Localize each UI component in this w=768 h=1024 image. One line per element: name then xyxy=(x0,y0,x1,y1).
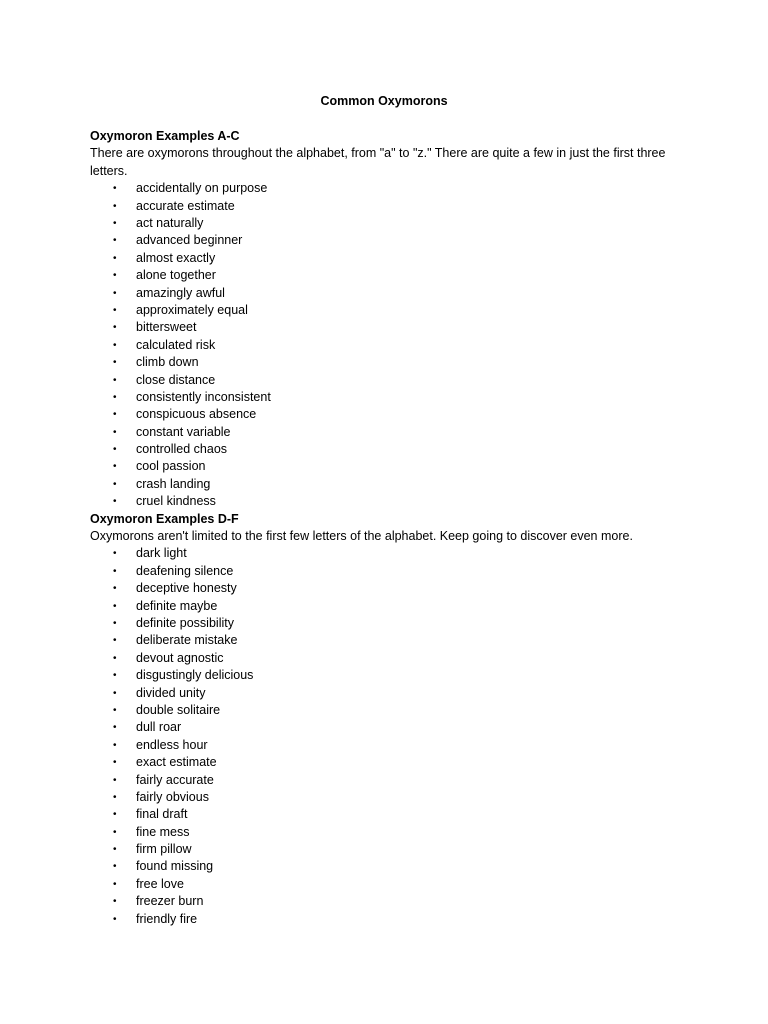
list-item xyxy=(90,824,680,841)
list-item xyxy=(90,841,680,858)
oxymoron-list xyxy=(90,545,680,928)
document-body xyxy=(90,128,680,928)
list-item xyxy=(90,372,680,389)
bullet-icon: • xyxy=(113,600,117,612)
list-item-text: definite possibility xyxy=(136,616,234,631)
list-item xyxy=(90,772,680,789)
list-item-text: fairly obvious xyxy=(136,789,209,804)
bullet-icon: • xyxy=(113,635,117,647)
list-item xyxy=(90,337,680,354)
list-item-text: double solitaire xyxy=(136,702,221,717)
list-item-text: divided unity xyxy=(136,685,206,700)
list-item-text: climb down xyxy=(136,355,199,370)
bullet-icon: • xyxy=(113,339,117,351)
list-item-text: disgustingly delicious xyxy=(136,668,254,683)
list-item-text: close distance xyxy=(136,372,216,387)
list-item-text: accidentally on purpose xyxy=(136,181,268,196)
bullet-icon: • xyxy=(113,774,117,786)
section-a-c xyxy=(90,128,680,511)
list-item-text: deceptive honesty xyxy=(136,581,237,596)
list-item xyxy=(90,789,680,806)
list-item-text: free love xyxy=(136,876,184,891)
list-item xyxy=(90,250,680,267)
list-item-text: crash landing xyxy=(136,476,211,491)
bullet-icon: • xyxy=(113,374,117,386)
list-item xyxy=(90,458,680,475)
list-item-text: deafening silence xyxy=(136,563,234,578)
list-item-text: definite maybe xyxy=(136,598,218,613)
list-item-text: controlled chaos xyxy=(136,442,228,457)
list-item xyxy=(90,702,680,719)
bullet-icon: • xyxy=(113,235,117,247)
list-item xyxy=(90,267,680,284)
bullet-icon: • xyxy=(113,357,117,369)
list-item xyxy=(90,876,680,893)
bullet-icon: • xyxy=(113,809,117,821)
bullet-icon: • xyxy=(113,826,117,838)
list-item-text: dull roar xyxy=(136,720,182,735)
list-item xyxy=(90,545,680,562)
list-item-text: final draft xyxy=(136,807,188,822)
bullet-icon: • xyxy=(113,687,117,699)
list-item-text: exact estimate xyxy=(136,755,217,770)
bullet-icon: • xyxy=(113,322,117,334)
bullet-icon: • xyxy=(113,496,117,508)
bullet-icon: • xyxy=(113,722,117,734)
list-item-text: constant variable xyxy=(136,424,231,439)
list-item-text: dark light xyxy=(136,546,187,561)
bullet-icon: • xyxy=(113,426,117,438)
list-item-text: freezer burn xyxy=(136,894,204,909)
bullet-icon: • xyxy=(113,791,117,803)
bullet-icon: • xyxy=(113,913,117,925)
bullet-icon: • xyxy=(113,739,117,751)
list-item-text: friendly fire xyxy=(136,911,198,926)
list-item xyxy=(90,493,680,510)
list-item-text: consistently inconsistent xyxy=(136,389,271,404)
bullet-icon: • xyxy=(113,183,117,195)
bullet-icon: • xyxy=(113,704,117,716)
bullet-icon: • xyxy=(113,444,117,456)
list-item-text: devout agnostic xyxy=(136,650,224,665)
bullet-icon: • xyxy=(113,461,117,473)
list-item xyxy=(90,476,680,493)
list-item-text: endless hour xyxy=(136,737,208,752)
list-item-text: firm pillow xyxy=(136,842,192,857)
list-item-text: fairly accurate xyxy=(136,772,214,787)
bullet-icon: • xyxy=(113,844,117,856)
bullet-icon: • xyxy=(113,861,117,873)
list-item-text: approximately equal xyxy=(136,302,248,317)
list-item xyxy=(90,441,680,458)
section-intro: Oxymorons aren't limited to the first few letters of the alphabet. Keep going to discover even more. xyxy=(90,529,633,544)
bullet-icon: • xyxy=(113,757,117,769)
list-item xyxy=(90,858,680,875)
list-item xyxy=(90,354,680,371)
list-item xyxy=(90,667,680,684)
list-item xyxy=(90,580,680,597)
list-item xyxy=(90,424,680,441)
list-item xyxy=(90,198,680,215)
section-heading: Oxymoron Examples D-F xyxy=(90,511,239,526)
list-item xyxy=(90,563,680,580)
bullet-icon: • xyxy=(113,391,117,403)
bullet-icon: • xyxy=(113,670,117,682)
bullet-icon: • xyxy=(113,896,117,908)
list-item-text: amazingly awful xyxy=(136,285,225,300)
list-item xyxy=(90,389,680,406)
list-item xyxy=(90,302,680,319)
list-item-text: deliberate mistake xyxy=(136,633,238,648)
list-item xyxy=(90,754,680,771)
list-item-text: alone together xyxy=(136,268,216,283)
list-item xyxy=(90,737,680,754)
list-item-text: cool passion xyxy=(136,459,206,474)
section-intro: There are oxymorons throughout the alphabet, from "a" to "z." There are quite a few in just the first three letters. xyxy=(90,146,666,178)
bullet-icon: • xyxy=(113,478,117,490)
bullet-icon: • xyxy=(113,878,117,890)
list-item xyxy=(90,685,680,702)
list-item xyxy=(90,598,680,615)
bullet-icon: • xyxy=(113,409,117,421)
list-item xyxy=(90,406,680,423)
bullet-icon: • xyxy=(113,200,117,212)
oxymoron-list xyxy=(90,180,680,510)
bullet-icon: • xyxy=(113,218,117,229)
list-item-text: found missing xyxy=(136,859,214,874)
list-item-text: cruel kindness xyxy=(136,494,216,509)
list-item xyxy=(90,893,680,910)
list-item xyxy=(90,285,680,302)
list-item xyxy=(90,632,680,649)
list-item-text: advanced beginner xyxy=(136,233,243,248)
list-item-text: calculated risk xyxy=(136,337,216,352)
list-item xyxy=(90,232,680,249)
list-item xyxy=(90,806,680,823)
list-item xyxy=(90,180,680,197)
list-item xyxy=(90,319,680,336)
bullet-icon: • xyxy=(113,565,117,577)
section-d-f xyxy=(90,511,680,928)
list-item-text: fine mess xyxy=(136,824,190,839)
bullet-icon: • xyxy=(113,270,117,282)
bullet-icon: • xyxy=(113,287,117,299)
list-item xyxy=(90,911,680,928)
list-item-text: conspicuous absence xyxy=(136,407,257,422)
list-item-text: bittersweet xyxy=(136,320,197,335)
list-item xyxy=(90,719,680,736)
page-title: Common Oxymorons xyxy=(320,94,448,108)
section-heading: Oxymoron Examples A-C xyxy=(90,129,240,143)
bullet-icon: • xyxy=(113,252,117,264)
list-item xyxy=(90,615,680,632)
list-item xyxy=(90,650,680,667)
list-item xyxy=(90,215,680,232)
bullet-icon: • xyxy=(113,618,117,630)
bullet-icon: • xyxy=(113,304,117,316)
list-item-text: almost exactly xyxy=(136,250,216,265)
bullet-icon: • xyxy=(113,583,117,595)
bullet-icon: • xyxy=(113,548,117,560)
bullet-icon: • xyxy=(113,652,117,664)
list-item-text: accurate estimate xyxy=(136,198,235,213)
list-item-text: act naturally xyxy=(136,216,204,230)
